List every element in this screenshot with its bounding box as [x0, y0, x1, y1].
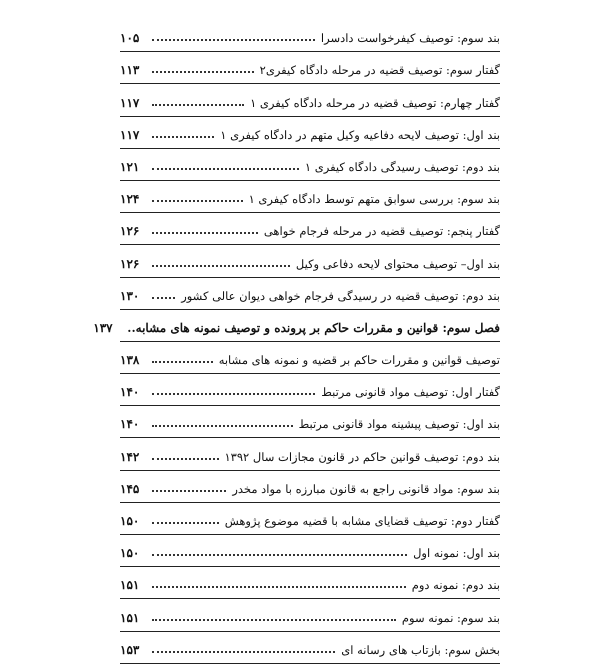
toc-entry-page: ۱۵۱	[120, 610, 140, 625]
toc-entry	[120, 632, 500, 664]
toc-entry	[120, 567, 500, 599]
dot-leader	[152, 392, 315, 395]
dot-leader	[152, 457, 219, 460]
toc-entry-title: بند دوم: توصیف قوانین حاکم در قانون مجازات سال ۱۳۹۲	[224, 449, 500, 464]
dot-leader	[152, 70, 254, 73]
toc-entry-page: ۱۵۰	[120, 514, 140, 528]
dot-leader	[152, 360, 213, 363]
toc-entry-title: فصل سوم: قوانین و مقررات حاکم بر پرونده و توصیف نمونه های مشابه..	[127, 320, 500, 335]
toc-entry-title: توصیف قوانین و مقررات حاکم بر قضیه و نمونه های مشابه	[218, 353, 500, 368]
toc-entry-page: ۱۳۰	[120, 288, 140, 303]
dot-leader	[152, 264, 290, 267]
toc-entry	[120, 471, 500, 503]
toc-entry-page: ۱۴۰	[120, 417, 140, 432]
toc-entry	[120, 438, 500, 470]
dot-leader	[152, 135, 214, 138]
toc-entry-title: گفتار سوم: توصیف قضیه در مرحله دادگاه کیفری۲	[259, 63, 500, 78]
toc-entry	[120, 117, 500, 149]
toc-entry-title: بند سوم: نمونه سوم	[401, 610, 500, 625]
toc-entry	[120, 213, 500, 245]
toc-entry-page: ۱۲۱	[120, 159, 140, 174]
dot-leader	[152, 167, 299, 170]
toc-entry	[120, 149, 500, 181]
toc-entry-title: بند دوم: توصیف رسیدگی دادگاه کیفری ۱	[304, 159, 500, 174]
toc-entry	[120, 535, 500, 567]
dot-leader	[152, 103, 244, 106]
toc-entry-title: بند سوم: بررسی سوابق متهم توسط دادگاه کیفری ۱	[248, 192, 500, 207]
toc-entry-title: گفتار دوم: توصیف قضایای مشابه با قضیه موضوع پژوهش	[224, 514, 500, 528]
toc-entry	[120, 342, 500, 374]
toc-entry-page: ۱۰۵	[120, 31, 140, 46]
toc-entry-page: ۱۵۳	[120, 642, 140, 657]
toc-entry-title: گفتار پنجم: توصیف قضیه در مرحله فرجام خواهی	[263, 224, 500, 239]
toc-entry-page: ۱۴۰	[120, 385, 140, 400]
toc-entry	[120, 52, 500, 84]
dot-leader	[152, 231, 258, 234]
dot-leader	[152, 521, 219, 524]
toc-entry	[120, 84, 500, 116]
toc-entry-page: ۱۱۷	[120, 127, 140, 142]
dot-leader	[152, 424, 293, 427]
toc-entry-title: بند دوم: نمونه دوم	[411, 578, 500, 593]
toc-entry-page: ۱۵۱	[120, 578, 140, 593]
dot-leader	[152, 199, 243, 202]
toc-entry-title: گفتار اول: توصیف مواد قانونی مرتبط	[321, 385, 500, 400]
toc-entry	[120, 406, 500, 438]
toc-entry-page: ۱۵۰	[120, 546, 140, 561]
table-of-contents	[93, 20, 500, 664]
toc-entry-title: بند اول– توصیف محتوای لایحه دفاعی وکیل	[295, 256, 500, 271]
toc-entry-title: بند سوم: توصیف کیفرخواست دادسرا	[320, 31, 500, 46]
toc-entry-page: ۱۱۷	[120, 95, 140, 110]
dot-leader	[152, 585, 406, 588]
toc-entry-page: ۱۳۸	[120, 353, 140, 368]
toc-entry-title: گفتار چهارم: توصیف قضیه در مرحله دادگاه کیفری ۱	[250, 95, 500, 110]
toc-entry	[120, 20, 500, 52]
toc-entry-page: ۱۲۴	[120, 192, 140, 207]
toc-entry-page: ۱۲۶	[120, 256, 140, 271]
dot-leader	[152, 618, 396, 621]
dot-leader	[152, 553, 407, 556]
toc-entry-title: بند اول: توصیف لایحه دفاعیه وکیل متهم در دادگاه کیفری ۱	[220, 127, 500, 142]
toc-entry-page: ۱۴۲	[120, 449, 140, 464]
toc-entry-title: بند سوم: مواد قانونی راجع به قانون مبارزه با مواد مخدر	[232, 481, 500, 496]
toc-entry-page: ۱۲۶	[120, 224, 140, 239]
toc-entry	[120, 503, 500, 535]
toc-entry-page: ۱۱۳	[120, 63, 140, 78]
toc-entry-title: بخش سوم: بازتاب های رسانه ای	[341, 642, 500, 657]
dot-leader	[152, 489, 226, 492]
dot-leader	[152, 296, 175, 299]
toc-entry-title: بند اول: توصیف پیشینه مواد قانونی مرتبط	[298, 417, 500, 432]
toc-entry-page: ۱۴۵	[120, 481, 140, 496]
toc-entry	[93, 310, 500, 342]
toc-entry-title: بند اول: نمونه اول	[413, 546, 500, 561]
dot-leader	[152, 38, 315, 41]
toc-entry	[120, 599, 500, 631]
dot-leader	[152, 650, 335, 653]
toc-entry	[120, 245, 500, 277]
toc-entry-title: بند دوم: توصیف قضیه در رسیدگی فرجام خواهی دیوان عالی کشور	[181, 288, 500, 303]
toc-entry	[120, 278, 500, 310]
toc-entry	[120, 374, 500, 406]
toc-entry	[120, 181, 500, 213]
toc-entry-page: ۱۳۷	[93, 320, 113, 335]
